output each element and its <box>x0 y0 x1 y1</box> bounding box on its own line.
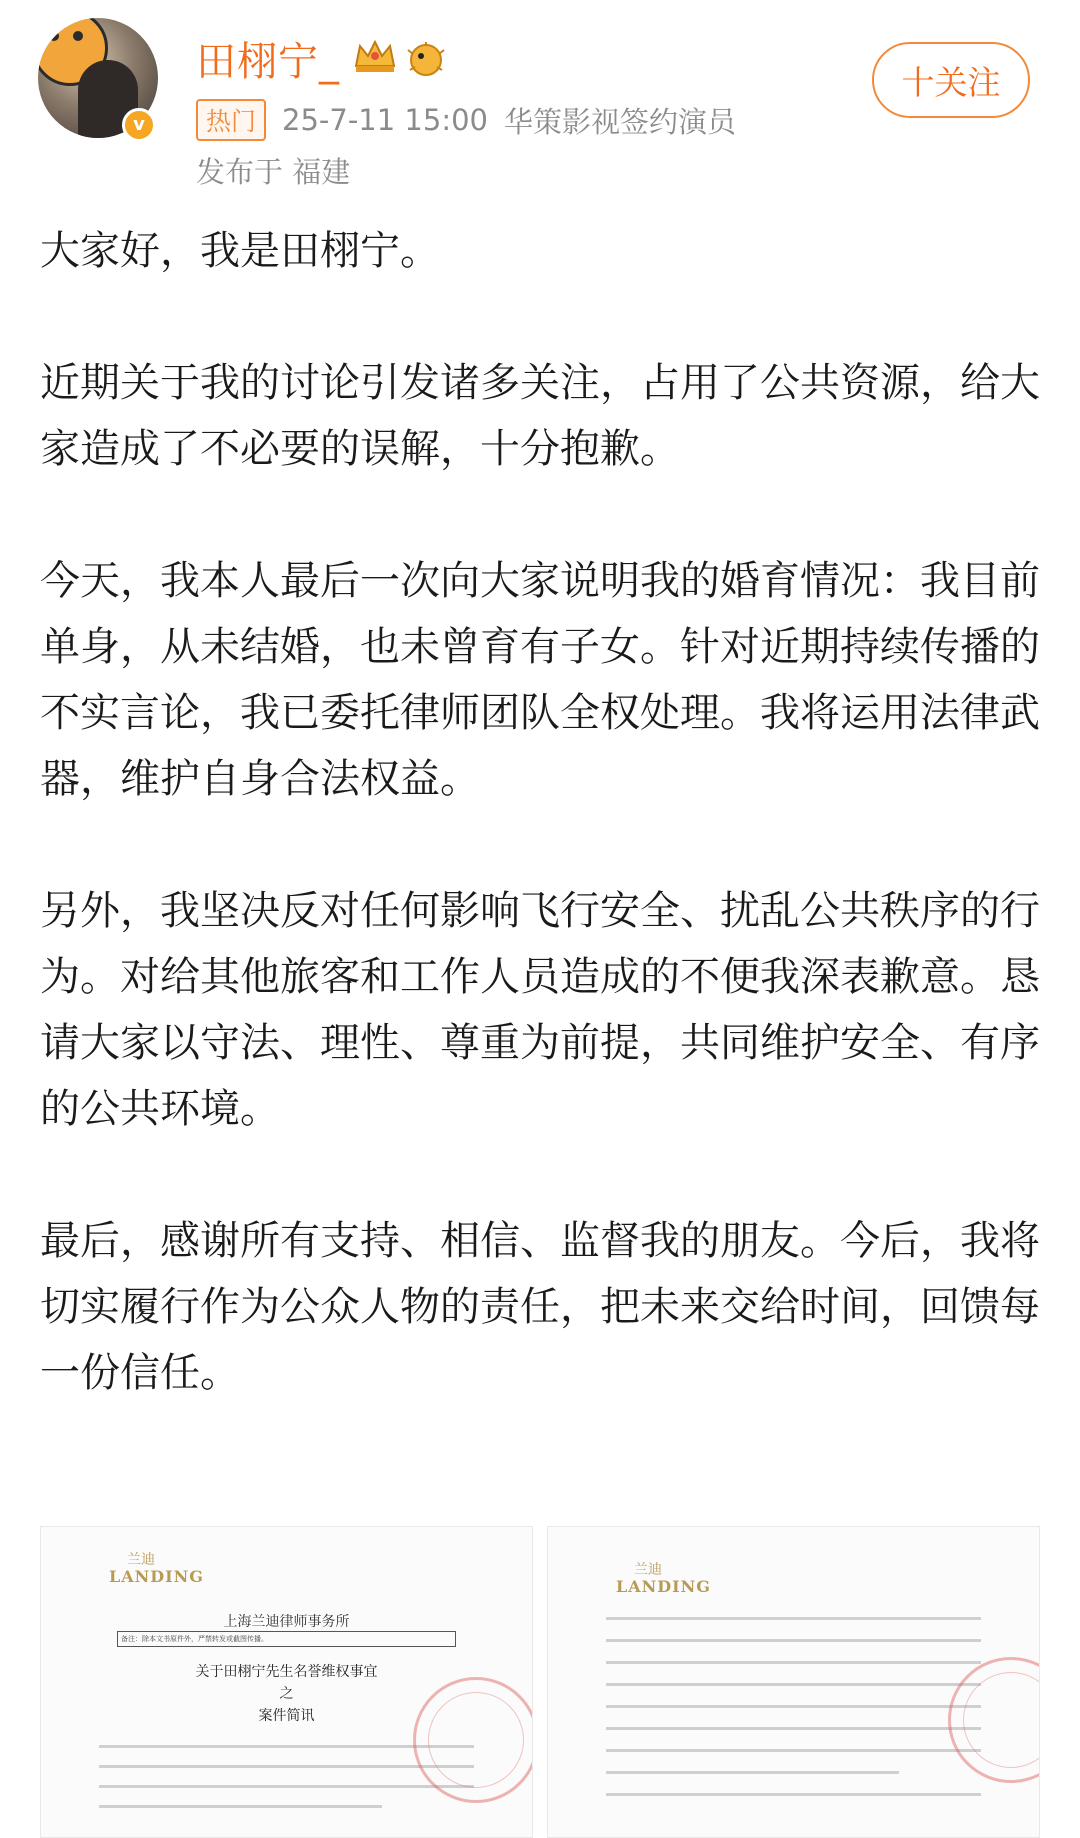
post-body <box>40 218 1040 1406</box>
document-text-line <box>606 1705 981 1708</box>
document-text-line <box>606 1793 981 1796</box>
post-timestamp: 25-7-11 15:00 <box>282 103 488 137</box>
post-paragraph: 近期关于我的讨论引发诸多关注，占用了公共资源，给大家造成了不必要的误解，十分抱歉。 <box>40 360 1040 472</box>
document-text-line <box>606 1683 981 1686</box>
document-title-connector: 之 <box>279 1686 294 1702</box>
document-text-line <box>99 1785 474 1788</box>
firm-logo-cn: 兰迪 <box>127 1552 155 1568</box>
post-header <box>0 0 1080 200</box>
legal-document-image-2[interactable] <box>547 1526 1040 1838</box>
post-paragraph: 今天，我本人最后一次向大家说明我的婚育情况：我目前单身，从未结婚，也未曾育有子女。针对近期持续传播的不实言论，我已委托律师团队全权处理。我将运用法律武器，维护自身合法权益。 <box>40 558 1040 802</box>
document-text-line <box>606 1727 981 1730</box>
document-title: 关于田栩宁先生名誉维权事宜 <box>195 1664 378 1680</box>
document-text-line <box>606 1639 981 1642</box>
pufferfish-badge-icon <box>404 40 448 78</box>
post-source: 华策影视签约演员 <box>504 104 737 139</box>
document-text-line <box>99 1805 382 1808</box>
document-note: 备注：除本文书原件外，严禁转发或截图传播。 <box>117 1631 456 1647</box>
document-text-line <box>606 1617 981 1620</box>
firm-logo-en: LANDING <box>109 1567 204 1586</box>
firm-name: 上海兰迪律师事务所 <box>223 1614 350 1630</box>
document-subtitle: 案件简讯 <box>258 1708 315 1724</box>
verified-badge-icon: v <box>122 108 156 142</box>
post-images <box>40 1526 1040 1824</box>
hot-tag: 热门 <box>196 99 266 141</box>
follow-label: 十关注 <box>901 62 1001 102</box>
post-location: 发布于 福建 <box>196 155 351 189</box>
follow-button[interactable] <box>872 42 1030 118</box>
document-text-line <box>606 1749 981 1752</box>
username[interactable]: 田栩宁_ <box>196 39 340 85</box>
document-text-line <box>606 1661 981 1664</box>
post-meta <box>196 100 736 140</box>
crown-badge-icon <box>352 36 398 76</box>
document-text-line <box>606 1771 899 1774</box>
post-paragraph: 另外，我坚决反对任何影响飞行安全、扰乱公共秩序的行为。对给其他旅客和工作人员造成的不便我深表歉意。恳请大家以守法、理性、尊重为前提，共同维护安全、有序的公共环境。 <box>40 888 1040 1132</box>
legal-document-image-1[interactable] <box>40 1526 533 1838</box>
post-paragraph: 大家好，我是田栩宁。 <box>40 228 440 274</box>
official-seal-icon <box>948 1657 1040 1783</box>
firm-logo-cn: 兰迪 <box>634 1562 662 1578</box>
official-seal-icon <box>413 1677 533 1803</box>
firm-logo-en: LANDING <box>616 1577 711 1596</box>
post-paragraph: 最后，感谢所有支持、相信、监督我的朋友。今后，我将切实履行作为公众人物的责任，把未来交给时间，回馈每一份信任。 <box>40 1218 1040 1396</box>
